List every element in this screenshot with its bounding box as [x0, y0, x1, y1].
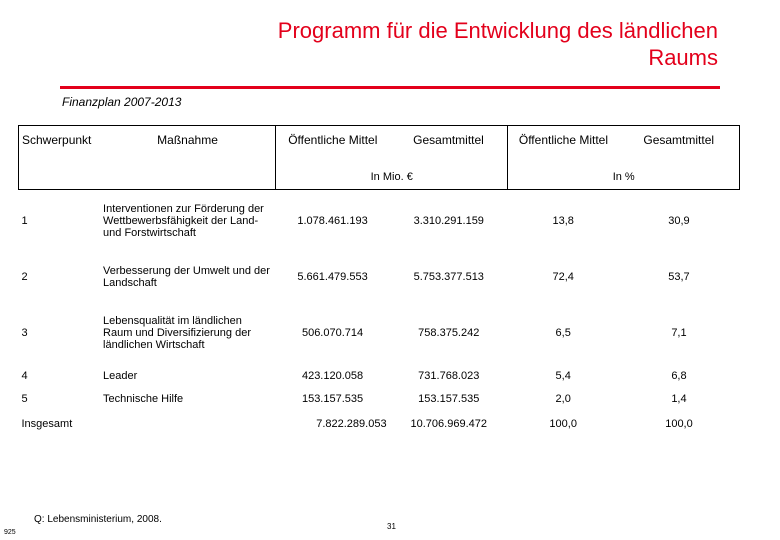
row-massnahme: Technische Hilfe	[103, 392, 184, 405]
row-massnahme: Leader	[103, 369, 138, 382]
row-oeff-abs: 153.157.535	[301, 392, 364, 405]
row-schwerpunkt: 3	[21, 327, 28, 339]
total-oeff-pct: 100,0	[549, 417, 577, 430]
page-title	[118, 17, 718, 71]
title-line-2: Raums	[648, 45, 718, 70]
row-gesamt-pct: 6,8	[671, 369, 687, 382]
page-number: 31	[387, 522, 396, 531]
row-oeff-pct: 2,0	[555, 392, 571, 405]
header-schwerpunkt: Schwerpunkt	[19, 126, 101, 166]
row-gesamt-abs: 758.375.242	[418, 327, 480, 339]
total-oeff-abs: 7.822.289.053	[316, 417, 387, 430]
row-gesamt-pct: 53,7	[668, 271, 690, 283]
row-massnahme: Verbesserung der Umwelt und der Landschaft	[103, 265, 270, 289]
row-gesamt-pct: 7,1	[671, 327, 687, 339]
row-schwerpunkt: 1	[21, 215, 28, 227]
slide-code: 925	[4, 529, 16, 536]
table-row	[19, 252, 740, 302]
row-schwerpunkt: 4	[21, 369, 28, 382]
units-abs: In Mio. €	[276, 165, 508, 190]
row-gesamt-pct: 30,9	[668, 215, 690, 227]
header-row	[19, 126, 740, 166]
row-oeff-pct: 13,8	[552, 215, 574, 227]
finance-table	[18, 125, 740, 437]
table-row	[19, 364, 740, 387]
title-line-1: Programm für die Entwicklung des ländlichen	[277, 18, 718, 43]
row-gesamt-abs: 5.753.377.513	[413, 271, 484, 283]
row-gesamt-abs: 153.157.535	[418, 392, 480, 405]
total-label: Insgesamt	[21, 417, 73, 430]
header-gesamt-abs: Gesamtmittel	[390, 126, 508, 166]
row-oeff-abs: 1.078.461.193	[297, 215, 368, 227]
row-gesamt-abs: 3.310.291.159	[413, 215, 484, 227]
total-row	[19, 410, 740, 437]
row-schwerpunkt: 2	[21, 271, 28, 283]
subtitle: Finanzplan 2007-2013	[62, 95, 182, 109]
table-row	[19, 190, 740, 253]
row-massnahme: Interventionen zur Förderung der Wettbewerbsfähigkeit der Land- und Forstwirtschaft	[103, 203, 264, 239]
row-oeff-pct: 5,4	[555, 369, 571, 382]
row-gesamt-abs: 731.768.023	[418, 369, 480, 382]
total-gesamt-pct: 100,0	[665, 417, 693, 430]
row-oeff-abs: 5.661.479.553	[297, 271, 368, 283]
row-oeff-abs: 506.070.714	[301, 327, 364, 339]
header-gesamt-pct: Gesamtmittel	[618, 126, 739, 166]
header-oeff-mittel-pct: Öffentliche Mittel	[508, 126, 619, 166]
row-oeff-pct: 72,4	[552, 271, 574, 283]
table-row	[19, 387, 740, 410]
row-oeff-pct: 6,5	[555, 327, 571, 339]
row-gesamt-pct: 1,4	[671, 392, 687, 405]
units-pct: In %	[508, 165, 740, 190]
header-oeff-mittel-abs: Öffentliche Mittel	[276, 126, 390, 166]
source-note: Q: Lebensministerium, 2008.	[34, 514, 162, 525]
units-row	[19, 165, 740, 190]
row-schwerpunkt: 5	[21, 392, 28, 405]
total-gesamt-abs: 10.706.969.472	[410, 417, 487, 430]
row-oeff-abs: 423.120.058	[301, 369, 364, 382]
table-row	[19, 302, 740, 364]
row-massnahme: Lebensqualität im ländlichen Raum und Diversifizierung der ländlichen Wirtschaft	[103, 315, 251, 351]
header-massnahme: Maßnahme	[100, 126, 275, 166]
title-divider	[60, 86, 720, 89]
